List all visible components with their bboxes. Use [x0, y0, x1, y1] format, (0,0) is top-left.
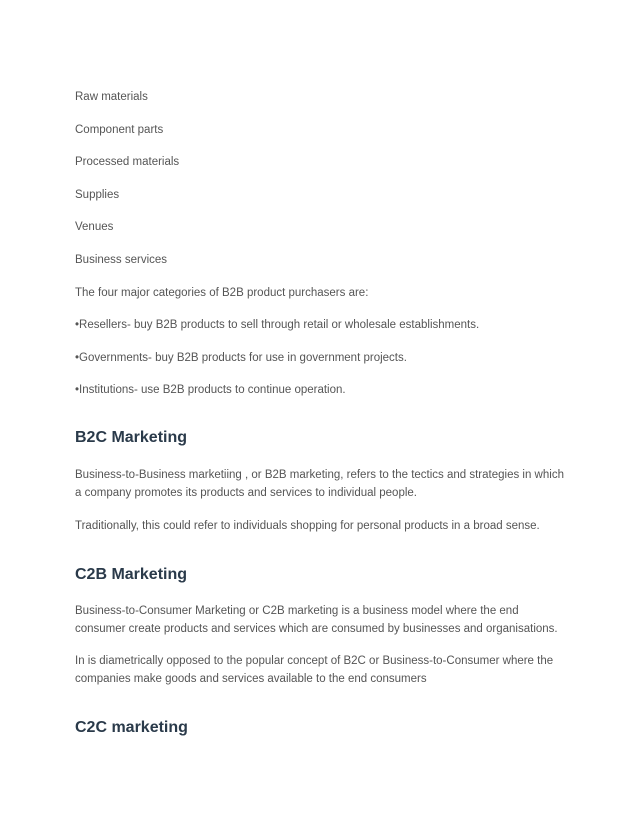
list-item-business-services: Business services — [75, 254, 168, 266]
list-item-component-parts: Component parts — [75, 124, 164, 136]
section-heading-c2c: C2C marketing — [75, 719, 188, 736]
list-item-processed-materials: Processed materials — [75, 156, 180, 168]
section-heading-b2c: B2C Marketing — [75, 429, 188, 446]
b2c-paragraph-2: Traditionally, this could refer to individuals shopping for personal products in a broad sense. — [75, 520, 540, 532]
c2b-paragraph-1: Business-to-Consumer Marketing or C2B marketing is a business model where the end consumer create products and services which are consumed by businesses and organisations. — [75, 605, 558, 635]
c2b-paragraph-2: In is diametrically opposed to the popular concept of B2C or Business-to-Consumer where the companies make goods and services available to the end consumers — [75, 655, 554, 685]
list-item-venues: Venues — [75, 221, 114, 233]
purchaser-resellers: •Resellers- buy B2B products to sell through retail or wholesale establishments. — [75, 319, 480, 331]
list-item-supplies: Supplies — [75, 189, 120, 201]
b2c-paragraph-1: Business-to-Business marketiing , or B2B marketing, refers to the tectics and strategies in which a company promotes its products and services to individual people. — [75, 469, 564, 499]
section-heading-c2b: C2B Marketing — [75, 566, 188, 583]
purchasers-intro: The four major categories of B2B product purchasers are: — [75, 287, 369, 299]
list-item-raw-materials: Raw materials — [75, 91, 148, 103]
purchaser-governments: •Governments- buy B2B products for use in government projects. — [75, 352, 407, 364]
purchaser-institutions: •Institutions- use B2B products to continue operation. — [75, 384, 346, 396]
